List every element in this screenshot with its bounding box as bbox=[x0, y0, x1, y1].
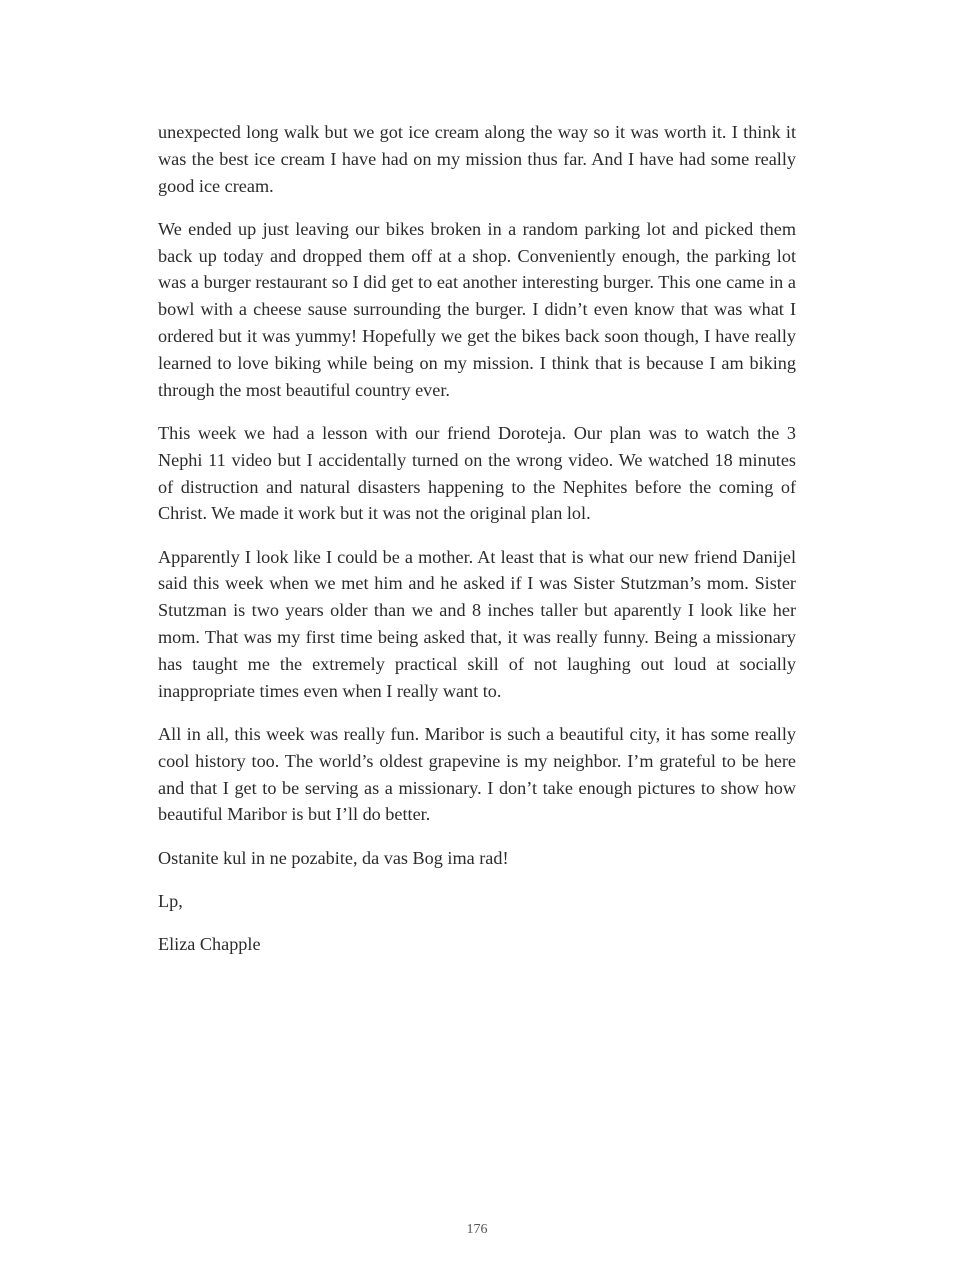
salutation: Lp, bbox=[158, 890, 183, 911]
paragraph-ice-cream: unexpected long walk but we got ice cream along the way so it was worth it. I think it was the best ice cream I have had on my mission thus far. And I have had some really good ice cream. bbox=[158, 122, 796, 196]
paragraph-lesson: This week we had a lesson with our friend Doroteja. Our plan was to watch the 3 Nephi 11 video but I accidentally turned on the wrong video. We watched 18 minutes of distruction and natural disasters happening to the Nephites before the coming of Christ. We made it work but it was not the original plan lol. bbox=[158, 422, 796, 524]
paragraph-mother: Apparently I look like I could be a mother. At least that is what our new friend Danijel said this week when we met him and he asked if I was Sister Stutzman’s mom. Sister Stutzman is two years older than we and 8 inches taller but aparently I look like her mom. That was my first time being asked that, it was really funny. Being a missionary has taught me the extremely practical skill of not laughing out loud at socially inappropriate times even when I really want to. bbox=[158, 546, 796, 701]
page-number: 176 bbox=[466, 1222, 488, 1237]
signature: Eliza Chapple bbox=[158, 934, 261, 955]
paragraph-bikes: We ended up just leaving our bikes broken in a random parking lot and picked them back up today and dropped them off at a shop. Conveniently enough, the parking lot was a burger restaurant so I did get to eat another interesting burger. This one came in a bowl with a cheese sause surrounding the burger. I didn’t even know that was what I ordered but it was yummy! Hopefully we get the bikes back soon though, I have really learned to love biking while being on my mission. I think that is because I am biking through the most beautiful country ever. bbox=[158, 218, 796, 400]
paragraph-maribor: All in all, this week was really fun. Maribor is such a beautiful city, it has some really cool history too. The world’s oldest grapevine is my neighbor. I’m grateful to be here and that I get to be serving as a missionary. I don’t take enough pictures to show how beautiful Maribor is but I’ll do better. bbox=[158, 723, 796, 825]
body-text bbox=[158, 119, 796, 975]
closing-line: Ostanite kul in ne pozabite, da vas Bog ima rad! bbox=[158, 847, 509, 868]
